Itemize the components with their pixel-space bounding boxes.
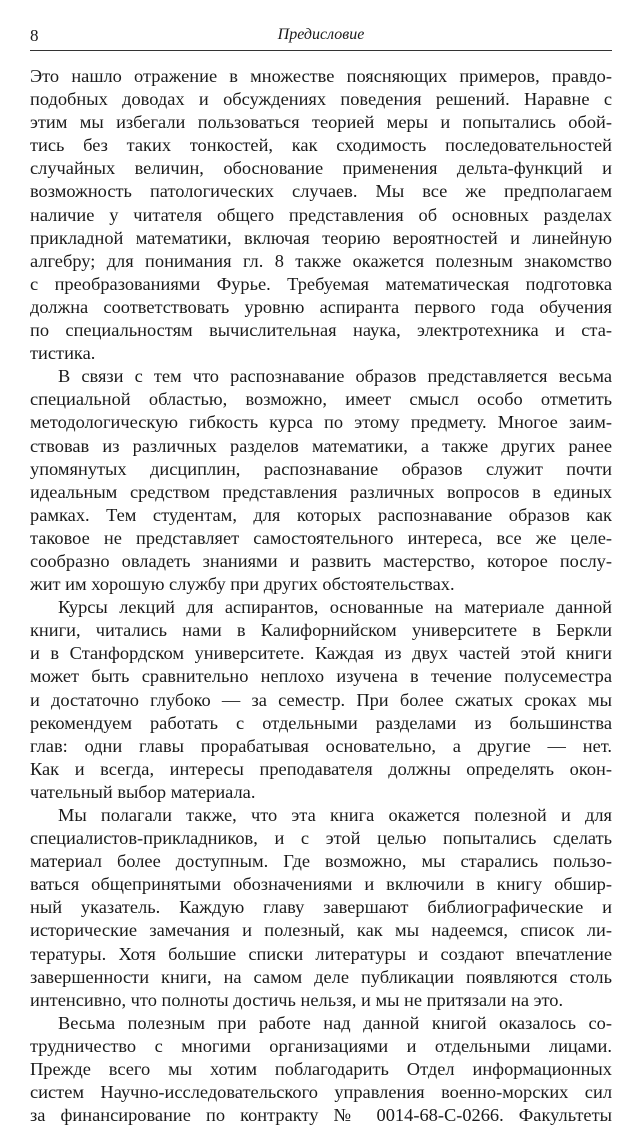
text-line: тературы. Хотя большие списки литературы и создают впечатление [30, 943, 612, 964]
paragraph [30, 65, 612, 365]
text-line: ный указатель. Каждую главу завершают библиографические и [30, 897, 612, 918]
text-line: по специальностям вычислительная наука, электротехника и ста- [30, 320, 612, 341]
text-line: рекомендуем работать с отдельными разделами из большинства [30, 712, 612, 733]
text-line: Как и всегда, интересы преподавателя должны определять окон- [30, 758, 612, 779]
body-text [30, 65, 612, 1127]
text-line: Прежде всего мы хотим поблагодарить Отдел информационных [30, 1059, 612, 1080]
text-line: случайных величин, обоснование применения дельта-функций и [30, 158, 612, 179]
text-line: специальной областью, возможно, имеет смысл особо отметить [30, 389, 612, 410]
running-head [30, 22, 612, 51]
text-line: алгебру; для понимания гл. 8 также окажется полезным знакомство [30, 250, 612, 271]
paragraph [30, 596, 612, 804]
text-line: ствовав из различных разделов математики, а также других ранее [30, 435, 612, 456]
text-line: прикладной математики, включая теорию вероятностей и линейную [30, 227, 612, 248]
text-line: В связи с тем что распознавание образов представляется весьма [58, 366, 612, 387]
text-line: ваться общепринятыми обозначениями и включили в книгу обшир- [30, 874, 612, 895]
text-line: методологическую гибкость курса по этому предмету. Многое заим- [30, 412, 612, 433]
text-line: этим мы избегали пользоваться теорией меры и попытались обой- [30, 112, 612, 133]
text-line: трудничество с многими организациями и отдельными лицами. [30, 1035, 612, 1056]
text-line: завершенности книги, на самом деле публикации появляются столь [30, 966, 612, 987]
text-line: и достаточно глубоко — за семестр. При более сжатых сроках мы [30, 689, 612, 710]
text-line: Курсы лекций для аспирантов, основанные на материале данной [58, 597, 612, 618]
text-line: и в Станфордском университете. Каждая из двух частей этой книги [30, 643, 612, 664]
paragraph [30, 365, 612, 596]
text-line: глав: одни главы прорабатывая основательно, а другие — нет. [30, 735, 612, 756]
text-line: специалистов-прикладников, и с этой целью попытались сделать [30, 828, 612, 849]
text-line: жит им хорошую службу при других обстоятельствах. [30, 574, 455, 595]
text-line: рамках. Тем студентам, для которых распознавание образов как [30, 504, 612, 525]
text-line: с преобразованиями Фурье. Требуемая математическая подготовка [30, 273, 612, 294]
text-line: Весьма полезным при работе над данной книгой оказалось со- [58, 1012, 612, 1033]
text-line: книги, читались нами в Калифорнийском университете в Беркли [30, 620, 612, 641]
book-page [30, 22, 612, 1127]
text-line: Это нашло отражение в множестве поясняющих примеров, правдо- [30, 66, 612, 86]
text-line: тись без таких тонкостей, как сходимость последовательностей [30, 135, 612, 156]
text-line: за финансирование по контракту № 0014-68-С-0266. Факультеты [30, 1105, 612, 1126]
text-line: упомянутых дисциплин, распознавание образов служит почти [30, 458, 612, 479]
text-line: должна соответствовать уровню аспиранта первого года обучения [30, 296, 612, 317]
text-line: наличие у читателя общего представления об основных разделах [30, 204, 612, 225]
text-line: возможность патологических случаев. Мы все же предполагаем [30, 181, 612, 202]
text-line: тистика. [30, 343, 96, 364]
text-line: систем Научно-исследовательского управления военно-морских сил [30, 1082, 612, 1103]
text-line: исторические замечания и полезный, как мы надеемся, список ли- [30, 920, 612, 941]
text-line: подобных доводах и обсуждениях поведения решений. Наравне с [30, 89, 612, 110]
text-line: Мы полагали также, что эта книга окажется полезной и для [58, 805, 612, 825]
section-title: Предисловие [277, 26, 365, 43]
text-line: материал более доступным. Где возможно, мы старались пользо- [30, 851, 612, 872]
text-line: может быть сравнительно неплохо изучена в течение полусеместра [30, 666, 612, 687]
page-number: 8 [30, 26, 39, 45]
text-line: сообразно овладеть знаниями и развить мастерство, которое послу- [30, 550, 612, 571]
text-line: таковое не представляет самостоятельного интереса, все же целе- [30, 527, 612, 548]
text-line: чательный выбор материала. [30, 781, 256, 802]
text-line: интенсивно, что полноты достичь нельзя, и мы не притязали на это. [30, 989, 564, 1010]
paragraph [30, 1012, 612, 1127]
paragraph [30, 804, 612, 1012]
text-line: идеальным средством представления различных вопросов в единых [30, 481, 612, 502]
